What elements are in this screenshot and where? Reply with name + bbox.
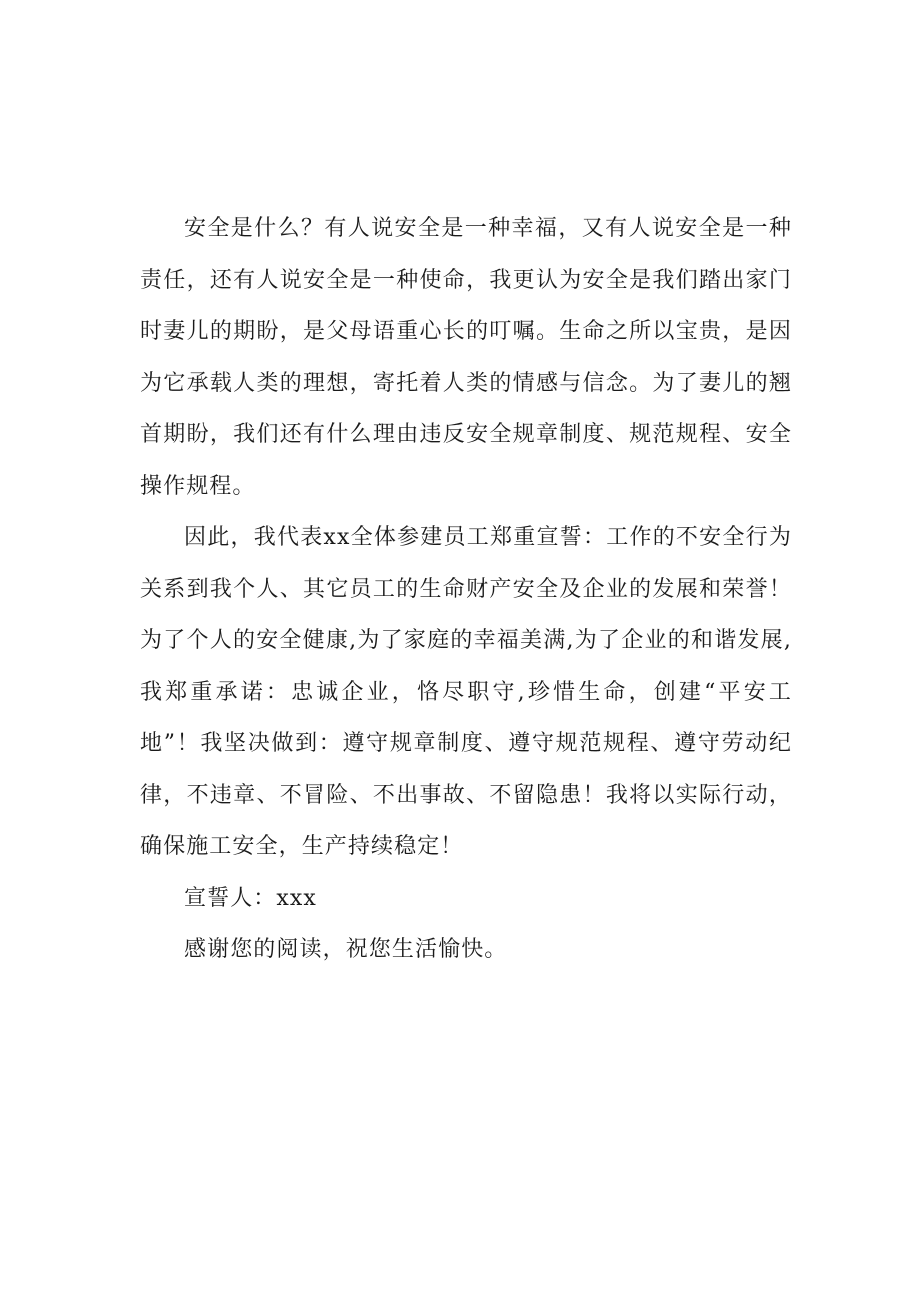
closing-thanks: 感谢您的阅读，祝您生活愉快。 <box>184 937 508 962</box>
paragraph-safety-meaning: 安全是什么？有人说安全是一种幸福，又有人说安全是一种责任，还有人说安全是一种使命，我更认为安全是我们踏出家门时妻儿的期盼，是父母语重心长的叮嘱。生命之所以宝贵，是因为它承载人类的理想，寄托着人类的情感与信念。为了妻儿的翘首期盼，我们还有什么理由违反安全规章制度、规范规程、安全操作规程。 <box>140 216 792 499</box>
document-body <box>140 203 792 976</box>
oath-taker-line: 宣誓人：xxx <box>184 885 317 911</box>
paragraph-oath: 因此，我代表xx全体参建员工郑重宣誓：工作的不安全行为关系到我个人、其它员工的生命财产安全及企业的发展和荣誉！为了个人的安全健康,为了家庭的幸福美满,为了企业的和谐发展,我郑重承诺：忠诚企业，恪尽职守,珍惜生命，创建“平安工地”！我坚决做到：遵守规章制度、遵守规范规程、遵守劳动纪律，不违章、不冒险、不出事故、不留隐患！我将以实际行动，确保施工安全，生产持续稳定！ <box>140 525 792 859</box>
